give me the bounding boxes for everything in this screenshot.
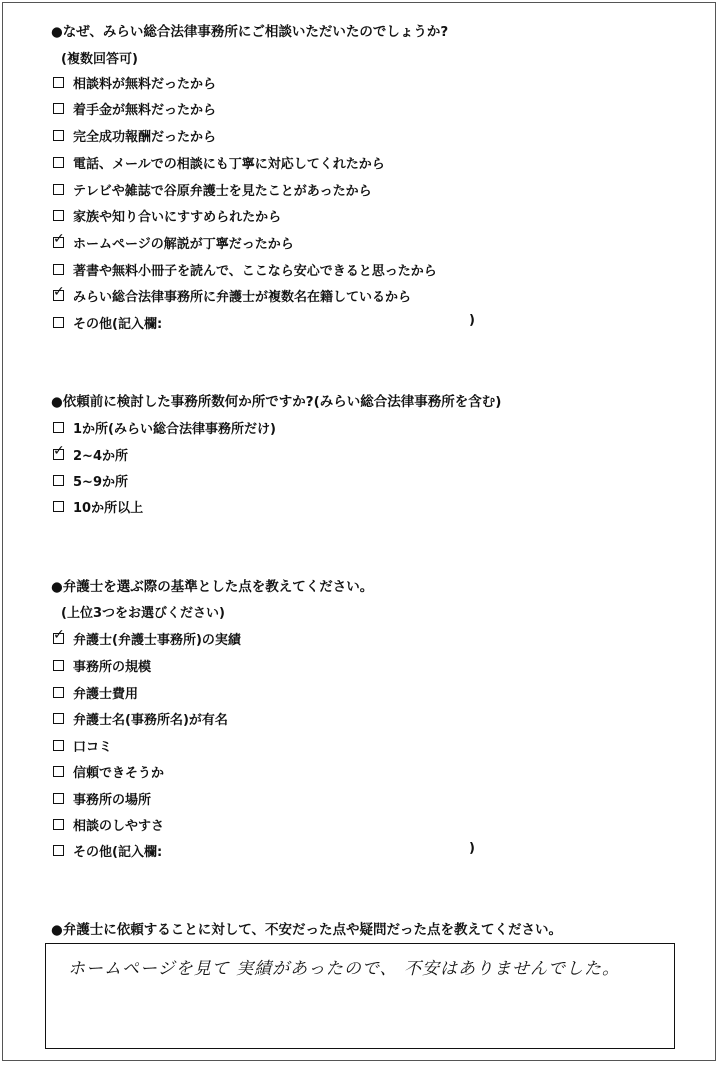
q2-option-3[interactable]: [53, 471, 128, 489]
option-label: 弁護士(弁護士事務所)の実績: [73, 632, 241, 648]
option-label: 5~9か所: [73, 474, 128, 490]
q3-note: (上位3つをお選びください): [61, 606, 225, 621]
option-label: 完全成功報酬だったから: [73, 129, 217, 145]
checkbox[interactable]: [53, 687, 64, 698]
option-label: みらい総合法律事務所に弁護士が複数名在籍しているから: [73, 289, 412, 305]
option-label: 事務所の場所: [73, 792, 152, 808]
q1-note: (複数回答可): [61, 52, 138, 67]
q3-option-5[interactable]: [53, 736, 112, 754]
q1-option-5[interactable]: [53, 180, 372, 198]
checkbox[interactable]: [53, 422, 64, 433]
q1-option-9[interactable]: [53, 283, 412, 305]
checkbox-checked[interactable]: [53, 283, 65, 301]
option-label: 家族や知り合いにすすめられたから: [73, 209, 282, 225]
checkbox[interactable]: [53, 845, 64, 856]
q1-option-8[interactable]: [53, 260, 437, 278]
q1-other-close-paren: ): [469, 313, 475, 328]
q2-option-4[interactable]: [53, 497, 143, 515]
q2-option-2[interactable]: [53, 442, 128, 464]
check-mark-icon: ✓: [53, 230, 65, 247]
option-label: 相談のしやすさ: [73, 818, 165, 834]
option-label: 口コミ: [73, 739, 113, 755]
checkbox[interactable]: [53, 660, 64, 671]
handwritten-answer: ホームページを見て 実績があったので、 不安はありませんでした。: [68, 959, 620, 979]
free-answer-box[interactable]: [45, 943, 675, 1049]
q1-option-7[interactable]: [53, 230, 294, 252]
checkbox[interactable]: [53, 264, 64, 275]
q3-option-2[interactable]: [53, 656, 151, 674]
checkbox[interactable]: [53, 103, 64, 114]
checkbox[interactable]: [53, 501, 64, 512]
q3-option-6[interactable]: [53, 762, 164, 780]
checkbox[interactable]: [53, 317, 64, 328]
option-label: 著書や無料小冊子を読んで、ここなら安心できると思ったから: [73, 263, 437, 279]
option-label: 10か所以上: [73, 500, 144, 516]
checkbox[interactable]: [53, 157, 64, 168]
q3-title: ●弁護士を選ぶ際の基準とした点を教えてください。: [51, 579, 374, 595]
check-mark-icon: ✓: [53, 283, 65, 300]
option-label: 弁護士名(事務所名)が有名: [73, 712, 228, 728]
option-label: 着手金が無料だったから: [73, 102, 217, 118]
checkbox[interactable]: [53, 184, 64, 195]
checkbox-checked[interactable]: [53, 442, 65, 460]
checkbox[interactable]: [53, 819, 64, 830]
option-label: テレビや雑誌で谷原弁護士を見たことがあったから: [73, 183, 372, 199]
q1-option-2[interactable]: [53, 99, 216, 117]
checkbox[interactable]: [53, 713, 64, 724]
q4-title: ●弁護士に依頼することに対して、不安だった点や疑問だった点を教えてください。: [51, 922, 563, 938]
checkbox[interactable]: [53, 475, 64, 486]
q1-option-other[interactable]: [53, 313, 162, 331]
q1-option-3[interactable]: [53, 126, 216, 144]
option-label: 事務所の規模: [73, 659, 152, 675]
q3-option-4[interactable]: [53, 709, 228, 727]
option-label: その他(記入欄:: [73, 844, 163, 860]
q3-option-other[interactable]: [53, 841, 162, 859]
q3-option-3[interactable]: [53, 683, 138, 701]
q3-other-close-paren: ): [469, 841, 475, 856]
survey-page: [2, 2, 716, 1061]
option-label: 電話、メールでの相談にも丁寧に対応してくれたから: [73, 156, 385, 172]
option-label: 信頼できそうか: [73, 765, 165, 781]
option-label: ホームページの解説が丁寧だったから: [73, 236, 294, 252]
checkbox[interactable]: [53, 793, 64, 804]
q3-option-7[interactable]: [53, 789, 151, 807]
option-label: 相談料が無料だったから: [73, 76, 217, 92]
checkbox[interactable]: [53, 77, 64, 88]
q1-title: ●なぜ、みらい総合法律事務所にご相談いただいたのでしょうか?: [51, 24, 449, 40]
q2-option-1[interactable]: [53, 418, 276, 436]
option-label: その他(記入欄:: [73, 316, 163, 332]
q1-option-1[interactable]: [53, 73, 216, 91]
checkbox[interactable]: [53, 766, 64, 777]
checkbox[interactable]: [53, 130, 64, 141]
checkbox-checked[interactable]: [53, 230, 65, 248]
check-mark-icon: ✓: [53, 442, 65, 459]
q1-option-4[interactable]: [53, 153, 385, 171]
option-label: 2~4か所: [73, 448, 128, 464]
q3-option-8[interactable]: [53, 815, 164, 833]
checkbox[interactable]: [53, 740, 64, 751]
option-label: 弁護士費用: [73, 686, 139, 702]
check-mark-icon: ✓: [53, 626, 65, 643]
checkbox-checked[interactable]: [53, 626, 65, 644]
option-label: 1か所(みらい総合法律事務所だけ): [73, 421, 276, 437]
checkbox[interactable]: [53, 210, 64, 221]
q1-option-6[interactable]: [53, 206, 281, 224]
q2-title: ●依頼前に検討した事務所数何か所ですか?(みらい総合法律事務所を含む): [51, 394, 502, 410]
q3-option-1[interactable]: [53, 626, 241, 648]
